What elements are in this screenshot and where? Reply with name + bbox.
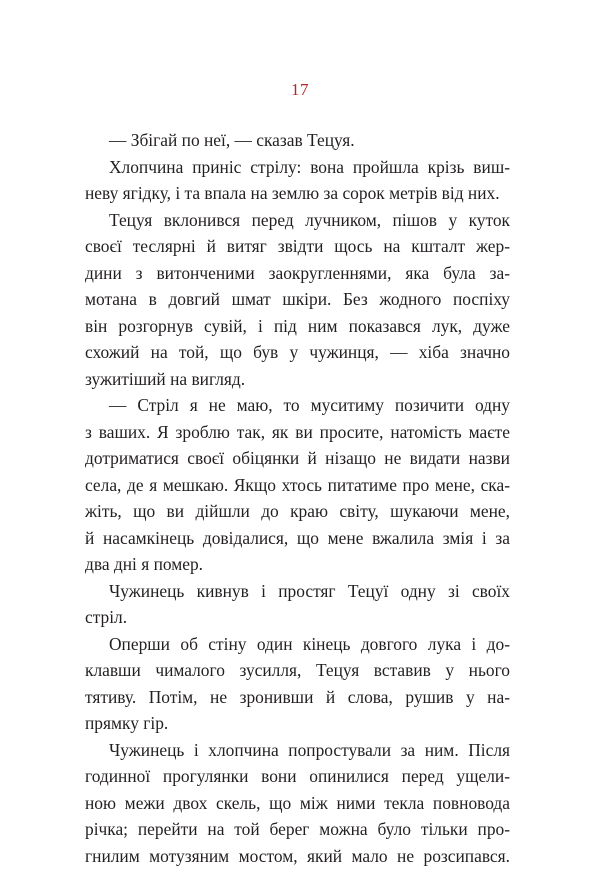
text-line: Чужинець кивнув і простяг Тецуї одну зі своїх — [109, 580, 510, 601]
body-text — [85, 127, 510, 869]
text-line: дотриматися своєї обіцянки й нізащо не видати назви — [85, 448, 510, 468]
text-line: він розгорнув сувій, і під ним показався лук, дуже — [85, 315, 510, 336]
text-line: неву ягідку, і та впала на землю за сорок метрів від них. — [85, 183, 500, 203]
text-line: жіть, що ви дійшли до краю світу, шукаючи мене, — [85, 501, 510, 521]
text-line: й насамкінець довідалися, що мене вжалила змія і за — [85, 527, 510, 548]
text-line: гнилим мотузяним мостом, який мало не розсипався. — [85, 845, 510, 866]
text-line: годинної прогулянки вони опинилися перед ущели- — [85, 766, 510, 786]
text-line: ною межи двох скель, що між ними текла повновода — [85, 792, 510, 813]
text-line: мотана в довгий шмат шкіри. Без жодного поспіху — [85, 289, 510, 309]
text-line: села, де я мешкаю. Якщо хтось питатиме про мене, ска- — [85, 474, 510, 495]
text-line: схожий на той, що був у чужинця, — хіба значно — [85, 342, 510, 362]
text-line: стріл. — [85, 607, 128, 627]
text-line: зужитіший на вигляд. — [85, 368, 246, 389]
text-line: річка; перейти на той берег можна було тільки про- — [85, 819, 510, 839]
text-line: прямку гір. — [85, 713, 169, 733]
text-line: тятиву. Потім, не зронивши й слова, рушив у на- — [85, 686, 510, 707]
text-line: своєї теслярні й витяг звідти щось на кшталт жер- — [85, 236, 510, 256]
text-line: клавши чималого зусилля, Тецуя вставив у нього — [85, 660, 510, 680]
text-line: з ваших. Я зроблю так, як ви просите, натомість маєте — [85, 421, 510, 442]
text-line: Тецуя вклонився перед лучником, пішов у куток — [109, 209, 510, 230]
page-number: 17 — [291, 80, 309, 99]
text-line: Чужинець і хлопчина попростували за ним. Після — [109, 739, 510, 760]
text-line: Оперши об стіну один кінець довгого лука і до- — [109, 633, 510, 654]
text-line: Хлопчина приніс стрілу: вона пройшла крізь виш- — [109, 156, 510, 177]
text-line: — Стріл я не маю, то муситиму позичити одну — [109, 395, 510, 415]
text-line: два дні я помер. — [85, 554, 204, 574]
text-line: дини з витонченими заокругленнями, яка була за- — [85, 262, 510, 283]
text-line: — Збігай по неї, — сказав Тецуя. — [109, 130, 355, 150]
